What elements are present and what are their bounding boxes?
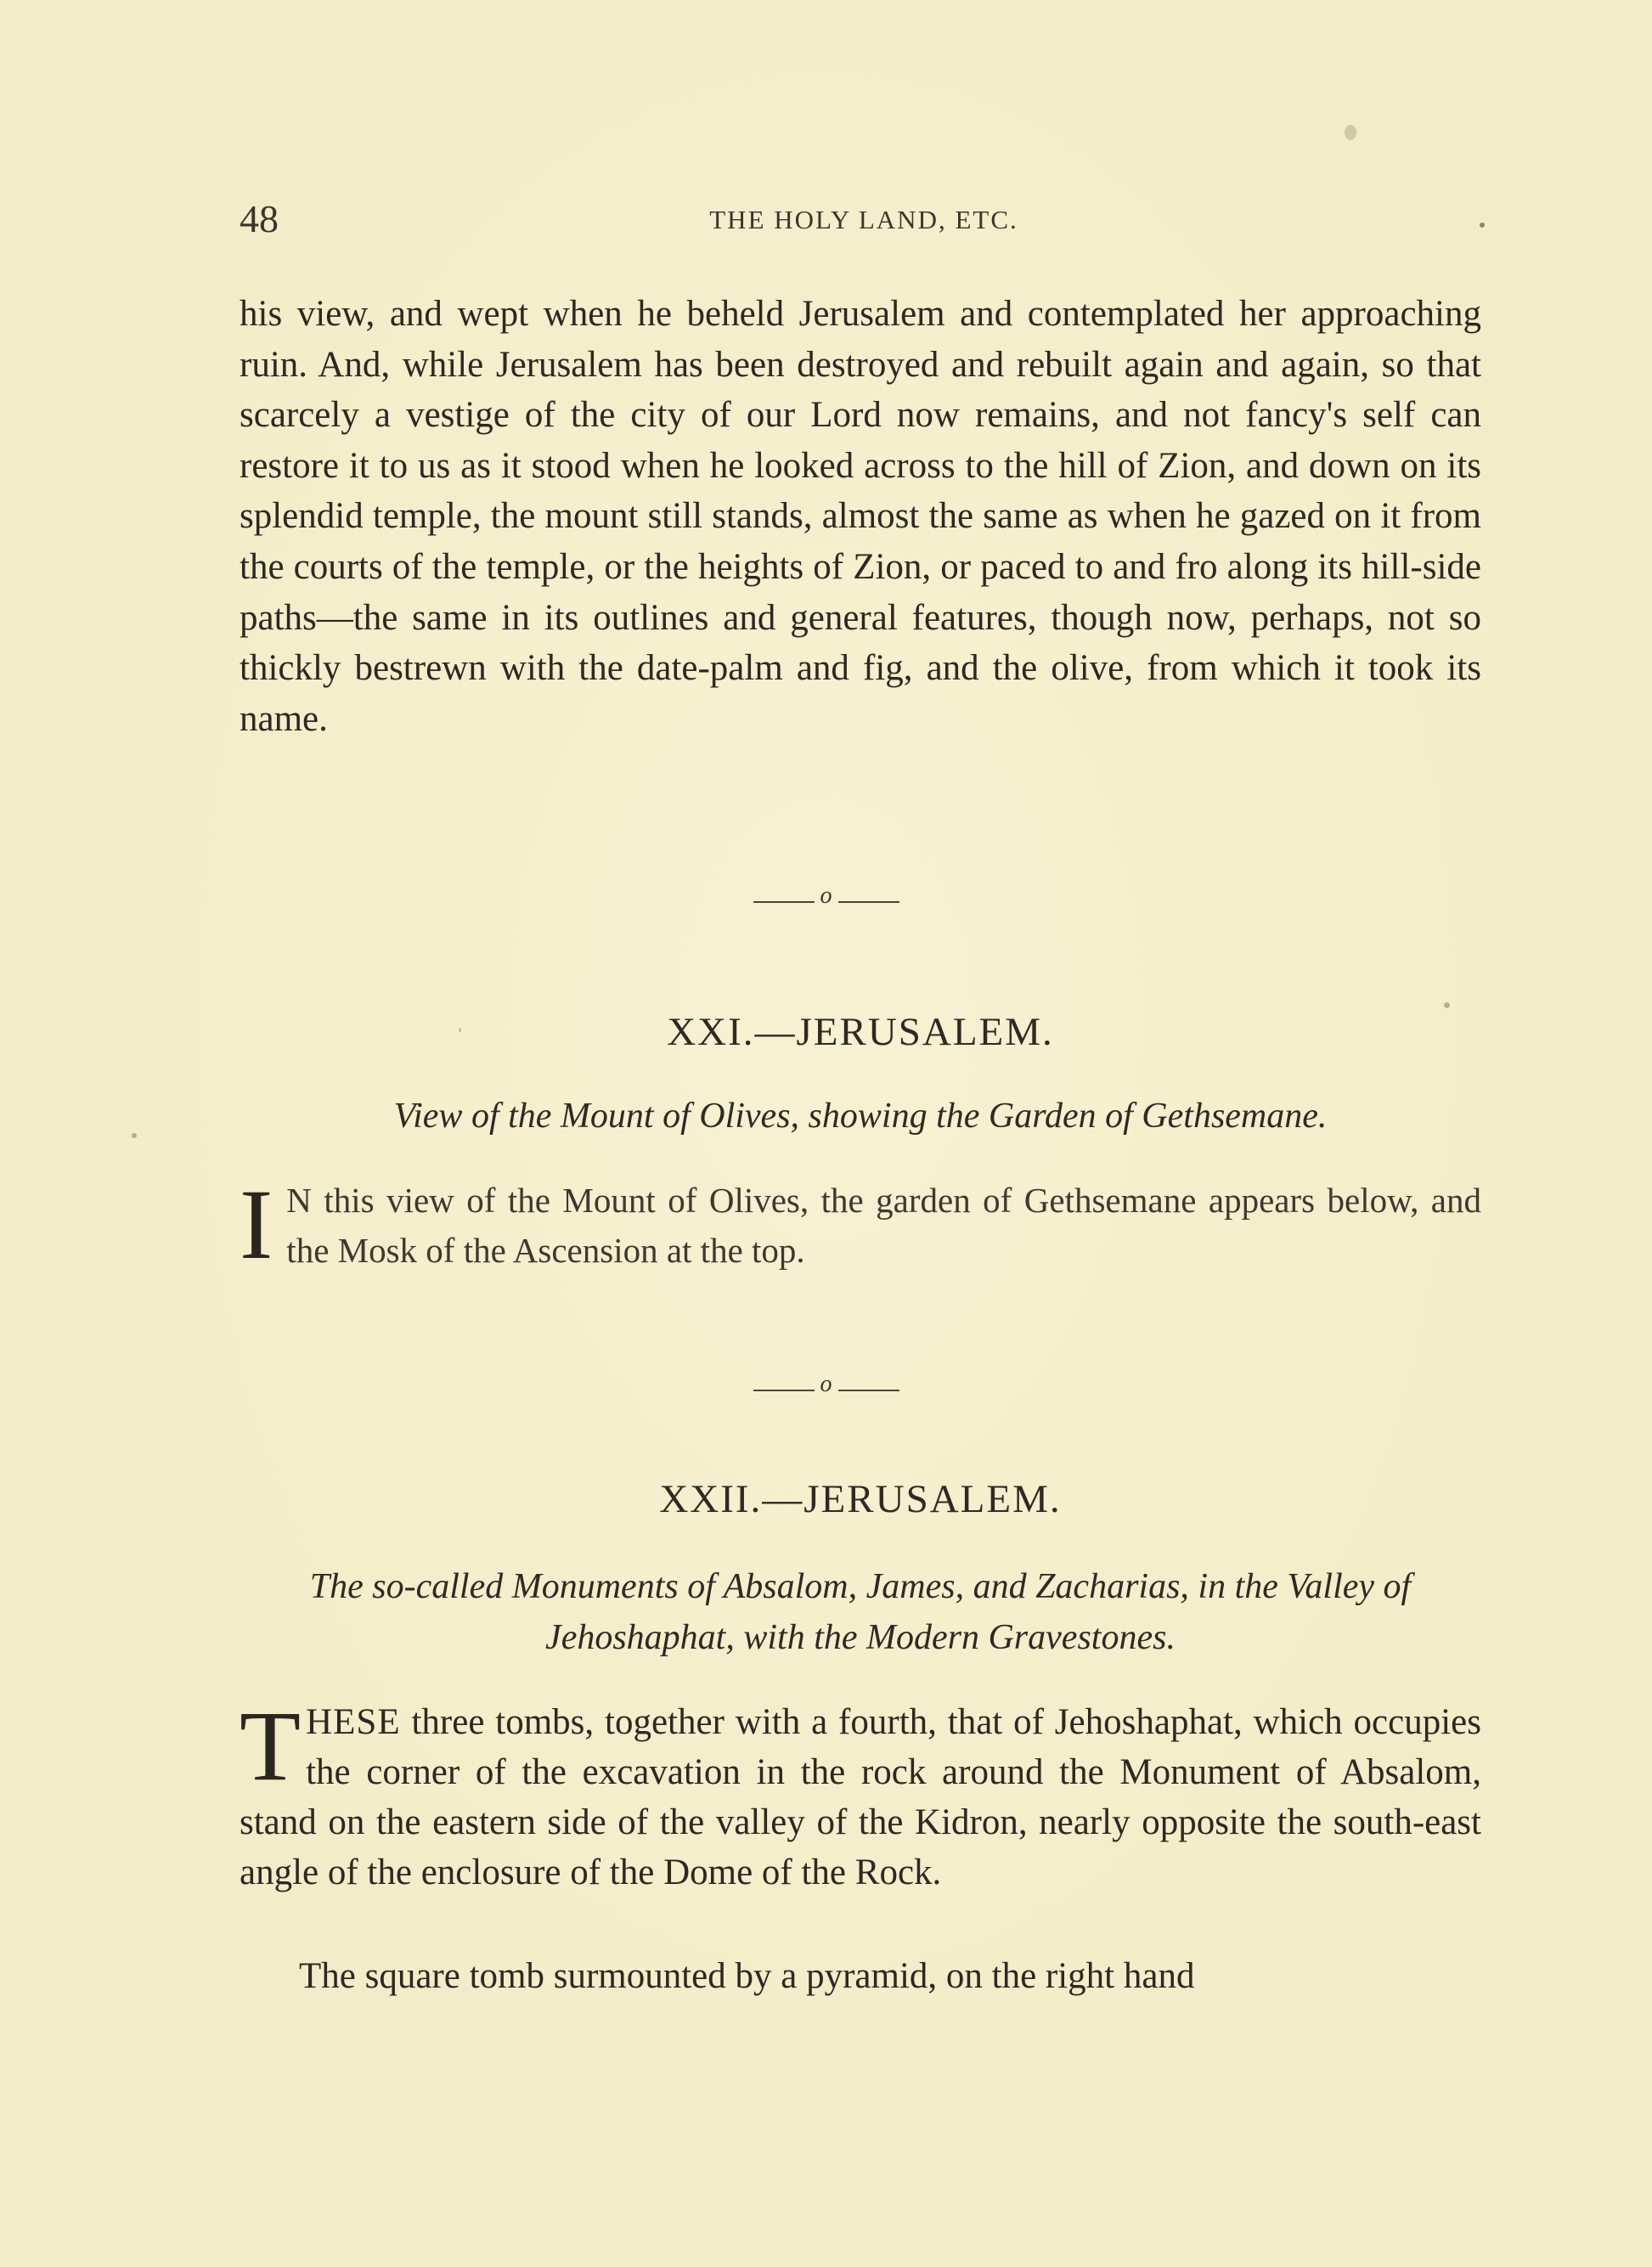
section-heading-xxii: XXII.—JERUSALEM. — [659, 1477, 1062, 1521]
section-body-xxi — [240, 1169, 1481, 1280]
separator-glyph: o — [820, 883, 832, 909]
section-subtitle-xxii: The so-called Monuments of Absalom, James, and Zacharias, in the Valley of Jehoshaphat, with the Modern Gravestones. — [309, 1567, 1412, 1657]
separator-glyph: o — [820, 1371, 832, 1397]
paper-speck — [1480, 223, 1485, 228]
separator-line — [838, 1390, 899, 1391]
paper-speck — [1444, 1002, 1450, 1008]
separator-line — [838, 901, 899, 903]
paper-speck — [132, 1133, 137, 1138]
section-separator — [0, 1371, 1652, 1401]
running-head — [240, 194, 1488, 245]
next-paragraph: The square tomb surmounted by a pyramid, on the right hand — [299, 1956, 1195, 1996]
lead-word: HESE — [306, 1702, 401, 1742]
drop-cap: T — [240, 1690, 302, 1802]
section-body-xxii — [240, 1690, 1481, 1898]
continued-paragraph: his view, and wept when he beheld Jerusalem and contemplated her approaching ruin. And, while Jerusalem has been destroyed and rebuilt again and again, so that scarcely a vestige of the city of our Lord now remains, and not fancy's self can restore it to us as it stood when he looked across to the hill of Zion, and down on its splendid temple, the mount still stands, almost the same as when he gazed on it from the courts of the temple, or the heights of Zion, or paced to and fro along its hill-side paths—the same in its outlines and general features, though now, perhaps, not so thickly bestrewn with the date-palm and fig, and the olive, from which it took its name. — [240, 294, 1481, 739]
section-body-text: N this view of the Mount of Olives, the garden of Gethsemane appears below, and the Mosk of the Ascension at the top. — [286, 1181, 1481, 1270]
running-head-title: THE HOLY LAND, ETC. — [709, 205, 1018, 234]
section-body-text: three tombs, together with a fourth, that of Jehoshaphat, which occupies the corner of the excavation in the rock around the Monument of Absalom, stand on the eastern side of the valley of the Kidron, nearly opposite the south-east angle of the enclosure of the Dome of the Rock. — [240, 1702, 1481, 1892]
section-subtitle-xxi: View of the Mount of Olives, showing the Garden of Gethsemane. — [393, 1097, 1328, 1136]
paper-speck — [1345, 125, 1356, 140]
section-separator — [0, 883, 1652, 913]
page-number: 48 — [240, 197, 279, 240]
drop-cap: I — [240, 1169, 273, 1280]
section-heading-xxi: XXI.—JERUSALEM. — [667, 1010, 1054, 1054]
paper-speck — [459, 1028, 461, 1032]
